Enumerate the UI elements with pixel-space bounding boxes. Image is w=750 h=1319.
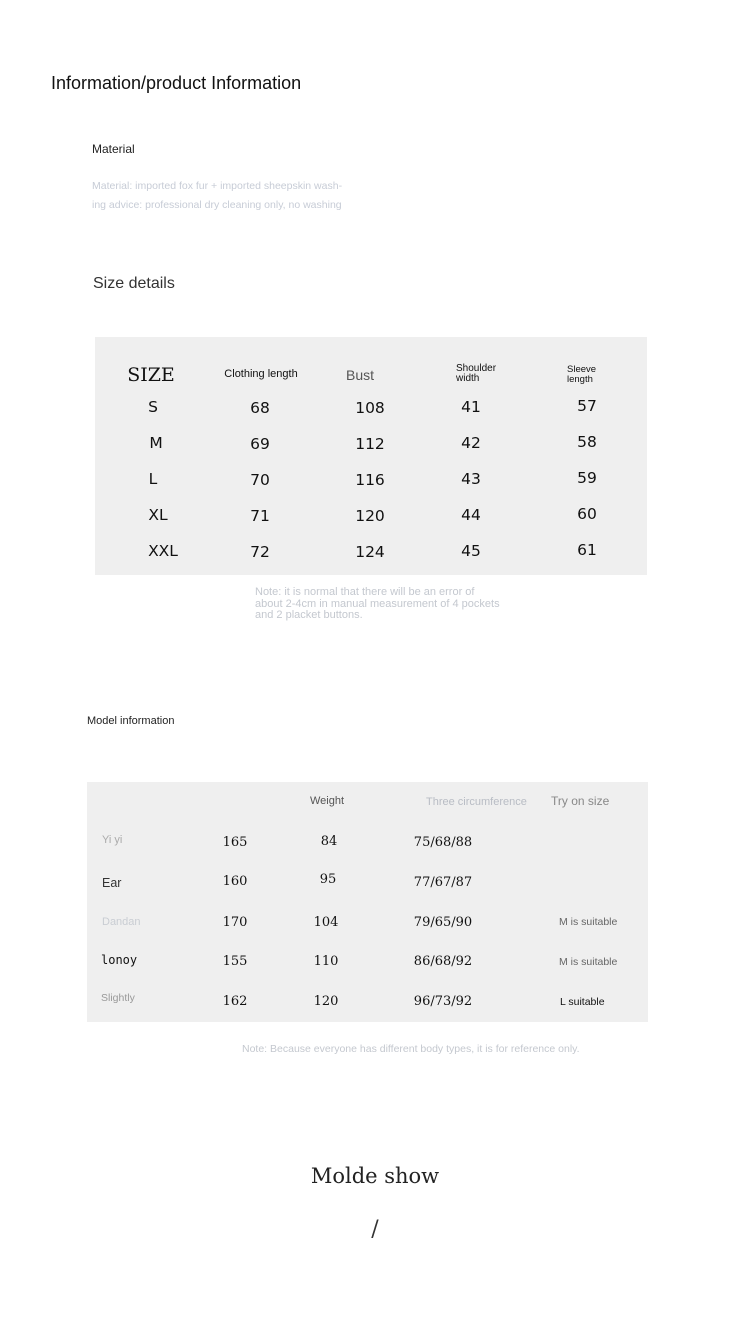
bust-column-header: Bust	[345, 367, 375, 383]
model-weight-cell: 95	[319, 872, 337, 887]
weight-column-header: Weight	[310, 795, 345, 807]
shoulder-width-cell: 43	[461, 470, 481, 488]
shoulder-width-label-line-1: Shoulder	[456, 363, 497, 374]
model-weight-cell: 104	[313, 915, 339, 930]
bust-cell: 124	[355, 543, 385, 561]
sleeve-length-cell: 59	[577, 469, 597, 487]
material-heading: Material	[92, 142, 135, 156]
size-cell: S	[148, 398, 158, 416]
model-height-cell: 160	[222, 874, 248, 889]
sleeve-length-label-line-1: Sleeve	[567, 364, 597, 375]
sleeve-length-cell: 57	[577, 397, 597, 415]
model-circumference-cell: 86/68/92	[413, 954, 473, 969]
size-cell: XL	[148, 506, 168, 524]
size-column-header: SIZE	[127, 364, 175, 386]
size-table	[95, 337, 647, 575]
size-details-heading: Size details	[93, 275, 175, 292]
model-name-cell: Slightly	[101, 992, 135, 1004]
model-fit-cell: M is suitable	[559, 956, 618, 968]
material-description	[92, 177, 362, 215]
model-circumference-cell: 96/73/92	[413, 994, 473, 1009]
model-circumference-cell: 77/67/87	[413, 875, 473, 890]
bust-cell: 108	[355, 399, 385, 417]
model-name-cell: Ear	[102, 876, 122, 890]
model-circumference-cell: 79/65/90	[413, 915, 473, 930]
model-name-cell: Yi yi	[102, 834, 123, 846]
model-name-cell: lonoy	[101, 953, 138, 967]
sleeve-length-cell: 60	[577, 505, 597, 523]
shoulder-width-cell: 41	[461, 398, 481, 416]
model-height-cell: 155	[222, 954, 248, 969]
material-line-2: ing advice: professional dry cleaning only, no washing	[92, 199, 342, 211]
bust-cell: 120	[355, 507, 385, 525]
size-cell: XXL	[148, 542, 178, 560]
model-weight-cell: 120	[313, 994, 339, 1009]
sleeve-length-cell: 61	[577, 541, 597, 559]
bust-cell: 116	[355, 471, 385, 489]
size-cell: L	[148, 470, 158, 488]
shoulder-width-cell: 42	[461, 434, 481, 452]
clothing-length-cell: 69	[250, 435, 270, 453]
material-line-1: Material: imported fox fur + imported sheepskin wash-	[92, 180, 343, 192]
sleeve-length-cell: 58	[577, 433, 597, 451]
model-weight-cell: 84	[320, 834, 338, 849]
clothing-length-cell: 70	[250, 471, 270, 489]
model-fit-cell: L suitable	[560, 996, 605, 1008]
model-circumference-cell: 75/68/88	[413, 835, 473, 850]
model-name-cell: Dandan	[102, 916, 141, 928]
shoulder-width-cell: 44	[461, 506, 481, 524]
clothing-length-column-header: Clothing length	[224, 368, 298, 380]
size-measurement-note: Note: it is normal that there will be an error of about 2-4cm in manual measurement of 4 pockets and 2 placket buttons.	[255, 586, 500, 621]
sleeve-length-column-header	[567, 365, 596, 384]
bust-cell: 112	[355, 435, 385, 453]
model-information-heading: Model information	[87, 715, 175, 727]
try-on-size-column-header: Try on size	[551, 794, 610, 808]
shoulder-width-column-header	[456, 364, 496, 384]
model-table	[87, 782, 648, 1022]
clothing-length-cell: 68	[250, 399, 270, 417]
shoulder-width-label-line-2: width	[456, 373, 480, 384]
model-weight-cell: 110	[313, 954, 339, 969]
sleeve-length-label-line-2: length	[567, 373, 593, 385]
three-circumference-column-header: Three circumference	[426, 796, 527, 808]
clothing-length-cell: 71	[250, 507, 270, 525]
model-show-title: Molde show	[310, 1164, 440, 1188]
model-reference-note: Note: Because everyone has different body types, it is for reference only.	[242, 1043, 580, 1055]
model-height-cell: 162	[222, 994, 248, 1009]
model-show-divider-mark: /	[371, 1217, 379, 1242]
model-height-cell: 165	[222, 835, 248, 850]
size-cell: M	[149, 434, 163, 452]
shoulder-width-cell: 45	[461, 542, 481, 560]
model-height-cell: 170	[222, 915, 248, 930]
clothing-length-cell: 72	[250, 543, 270, 561]
page-title: Information/product Information	[51, 73, 302, 93]
model-fit-cell: M is suitable	[559, 916, 618, 928]
